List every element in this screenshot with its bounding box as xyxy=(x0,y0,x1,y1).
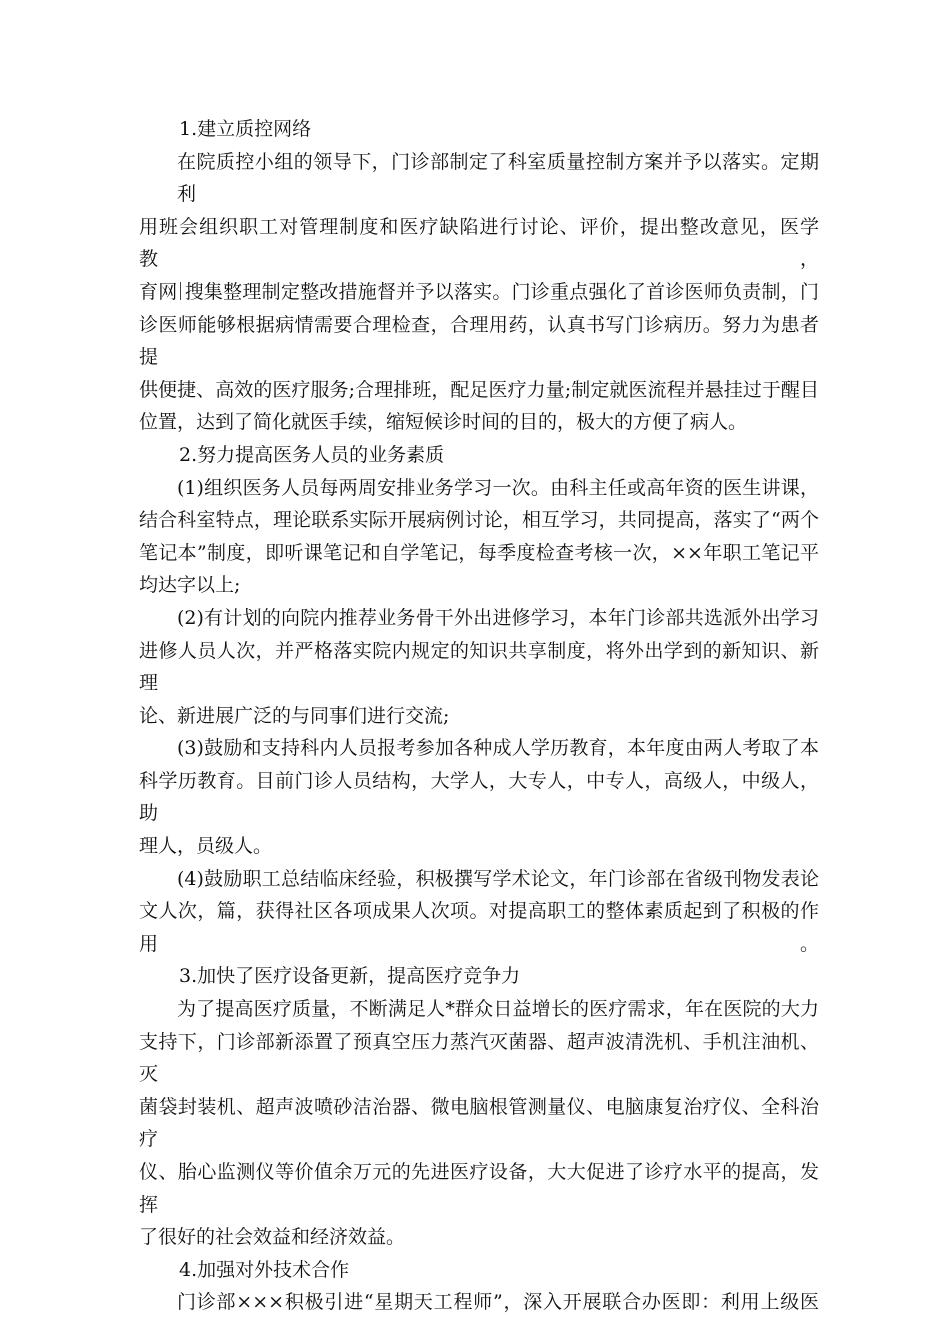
paragraph-fragment: 育网 xyxy=(139,280,178,303)
paragraph-line: 论、新进展广泛的与同事们进行交流; xyxy=(139,704,450,727)
paragraph-line: 门诊部×××积极引进“星期天工程师”，深入开展联合办医即：利用上级医 xyxy=(177,1291,819,1314)
paragraph-line: 文人次，篇，获得社区各项成果人次项。对提高职工的整体素质起到了积极的作用。 xyxy=(139,900,819,955)
paragraph-line: 均达字以上; xyxy=(139,574,241,597)
paragraph-line: 供便捷、高效的医疗服务;合理排班，配足医疗力量;制定就医流程并悬挂过于醒目 xyxy=(139,378,819,401)
paragraph-fragment: 搜集整理制定整改措施督并予以落实。门诊重点强化了首诊医师负责制，门 xyxy=(184,280,819,303)
paragraph-line: (2)有计划的向院内推荐业务骨干外出进修学习，本年门诊部共选派外出学习 xyxy=(177,606,819,629)
paragraph-line: (1)组织医务人员每两周安排业务学习一次。由科主任或高年资的医生讲课， xyxy=(177,476,819,499)
paragraph-line: 进修人员人次，并严格落实院内规定的知识共享制度，将外出学到的新知识、新理 xyxy=(139,639,819,695)
paragraph-line: 了很好的社会效益和经济效益。 xyxy=(139,1226,406,1249)
section-heading-2: 2.努力提高医务人员的业务素质 xyxy=(179,443,445,466)
paragraph-line: 位置，达到了简化就医手续，缩短候诊时间的目的，极大的方便了病人。 xyxy=(139,411,748,434)
paragraph-line: 仪、胎心监测仪等价值余万元的先进医疗设备，大大促进了诊疗水平的提高，发挥 xyxy=(139,1161,819,1216)
paragraph-line: 诊医师能够根据病情需要合理检查，合理用药，认真书写门诊病历。努力为患者提 xyxy=(139,313,819,369)
vertical-bar-separator xyxy=(180,282,181,300)
paragraph-line: 在院质控小组的领导下，门诊部制定了科室质量控制方案并予以落实。定期利 xyxy=(177,150,819,206)
paragraph-line: 结合科室特点，理论联系实际开展病例讨论，相互学习，共同提高，落实了“两个 xyxy=(139,509,819,532)
paragraph-line: 笔记本”制度，即听课笔记和自学笔记，每季度检查考核一次，××年职工笔记平 xyxy=(139,541,819,564)
document-page xyxy=(139,113,819,1319)
paragraph-line: 为了提高医疗质量，不断满足人*群众日益增长的医疗需求，年在医院的大力 xyxy=(177,998,819,1021)
paragraph-line: 科学历教育。目前门诊人员结构，大学人，大专人，中专人，高级人，中级人，助 xyxy=(139,769,819,825)
paragraph-line: 菌袋封装机、超声波喷砂洁治器、微电脑根管测量仪、电脑康复治疗仪、全科治疗 xyxy=(139,1095,819,1151)
paragraph-line xyxy=(139,276,819,309)
paragraph-line: 用班会组织职工对管理制度和医疗缺陷进行讨论、评价，提出整改意见，医学教， xyxy=(139,215,819,271)
paragraph-line: (3)鼓励和支持科内人员报考参加各种成人学历教育，本年度由两人考取了本 xyxy=(177,737,819,760)
section-heading-1: 1.建立质控网络 xyxy=(179,118,312,140)
section-heading-4: 4.加强对外技术合作 xyxy=(179,1258,350,1281)
paragraph-line: (4)鼓励职工总结临床经验，积极撰写学术论文，年门诊部在省级刊物发表论 xyxy=(177,867,819,890)
paragraph-line: 理人，员级人。 xyxy=(139,835,273,858)
paragraph-line: 支持下，门诊部新添置了预真空压力蒸汽灭菌器、超声波清洗机、手机注油机、灭 xyxy=(139,1030,819,1086)
section-heading-3: 3.加快了医疗设备更新，提高医疗竞争力 xyxy=(179,965,521,988)
